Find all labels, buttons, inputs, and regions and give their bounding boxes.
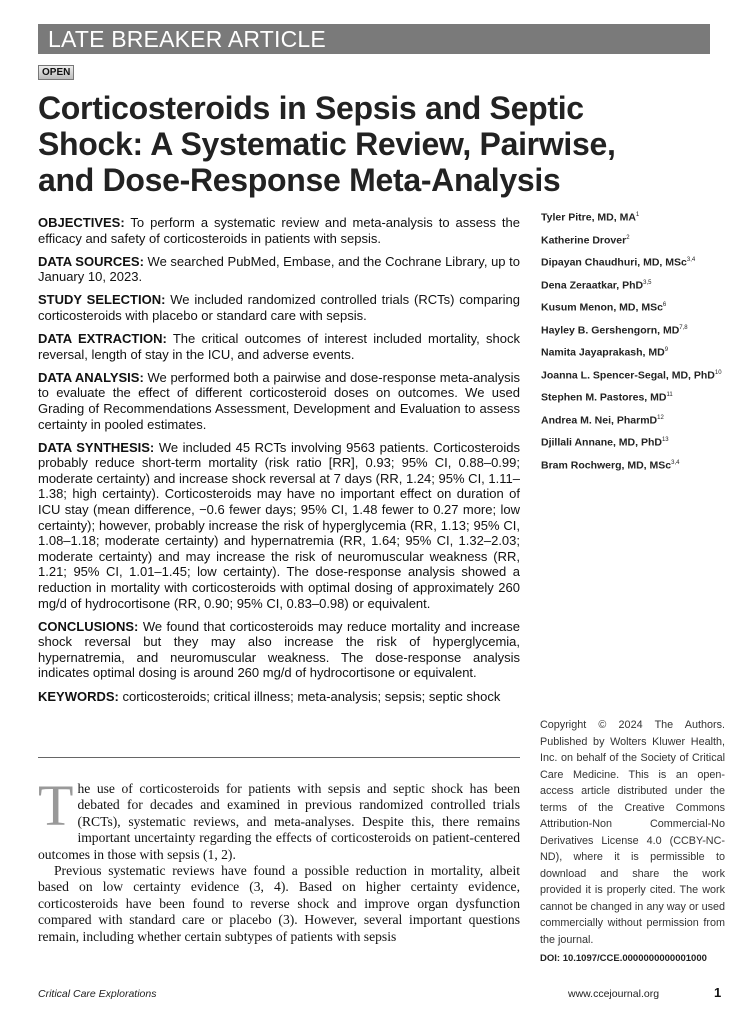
abstract-section-text: We searched PubMed, Embase, and the Cochrane Library, up to January 10, 2023. xyxy=(38,253,520,285)
author-name: Hayley B. Gershengorn, MD xyxy=(541,324,680,336)
author xyxy=(541,208,731,225)
article-title: Corticosteroids in Sepsis and Septic Shock: A Systematic Review, Pairwise, and Dose-Response Meta-Analysis xyxy=(38,90,616,198)
author-name: Namita Jayaprakash, MD xyxy=(541,346,665,359)
author-list xyxy=(541,208,731,478)
author-name: Dena Zeraatkar, PhD xyxy=(541,279,644,291)
divider xyxy=(38,757,520,758)
author-affiliation: 3,5 xyxy=(643,279,652,286)
author-name: Andrea M. Nei, PharmD xyxy=(541,414,658,426)
author-affiliation: 6 xyxy=(662,302,667,308)
abstract-section xyxy=(38,689,520,705)
author-name: Kusum Menon, MD, MSc xyxy=(541,301,663,314)
doi[interactable]: DOI: 10.1097/CCE.0000000000001000 xyxy=(540,953,707,964)
author-affiliation: 12 xyxy=(657,414,664,421)
author xyxy=(541,321,731,338)
abstract-section-text: We found that corticosteroids may reduce mortality and increase shock reversal but they may also increase the risk of hyperglycemia, hypernatremia, and neuromuscular weakness. The dose-response analysis indicates optimal dosing is around 260 mg/d of hydrocortisone or equivalent. xyxy=(38,618,520,681)
author-name: Joanna L. Spencer-Segal, MD, PhD xyxy=(541,369,715,381)
author xyxy=(541,276,731,293)
author xyxy=(541,343,731,360)
author xyxy=(541,411,731,428)
abstract-section-label: DATA SYNTHESIS: xyxy=(38,439,155,455)
author-affiliation: 2 xyxy=(626,234,630,241)
author-affiliation: 13 xyxy=(661,437,669,443)
drop-cap: T xyxy=(38,773,74,838)
abstract-section xyxy=(38,440,520,612)
paragraph-1: he use of corticosteroids for patients with sepsis and septic shock has been debated for decades and examined in previous randomized controlled trials (RCTs), systematic reviews, and meta-analyses. Despite this, there remains important uncertainty regarding the effects of corticosteroids on patient-centered outcomes in those with sepsis (1, 2). xyxy=(38,781,520,862)
author xyxy=(541,388,731,405)
section-banner: LATE BREAKER ARTICLE xyxy=(38,24,710,54)
author-name: Djillali Annane, MD, PhD xyxy=(541,436,662,449)
abstract-section xyxy=(38,619,520,681)
abstract-section-text: corticosteroids; critical illness; meta-analysis; sepsis; septic shock xyxy=(118,688,501,704)
author-name: Stephen M. Pastores, MD xyxy=(541,391,667,404)
abstract-section-label: CONCLUSIONS: xyxy=(38,618,139,634)
author-name: Tyler Pitre, MD, MA xyxy=(541,211,636,224)
author-affiliation: 3,4 xyxy=(671,459,680,466)
author xyxy=(541,366,731,383)
author xyxy=(541,433,731,450)
author xyxy=(541,231,731,248)
author-affiliation: 1 xyxy=(635,212,640,218)
abstract-section-text: We included 45 RCTs involving 9563 patients. Corticosteroids probably reduce short-term mortality (risk ratio [RR], 0.93; 95% CI, 0.88–0.99; moderate certainty) and increase shock reversal at 7 days (RR, 1.24; 95% CI, 1.11–1.38; high certainty). Corticosteroids may have no important effect on duration of ICU stay (mean difference, −0.6 fewer days; 95% CI, 1.48 fewer to 0.27 more; low certainty); however, probably increase the risk of hyperglycemia (RR, 1.13; 95% CI, 1.08–1.18; moderate certainty) and hypernatremia (RR, 1.64; 95% CI, 1.32–2.03; moderate certainty) and may increase the risk of neuromuscular weakness (RR, 1.21; 95% CI, 1.01–1.45; low certainty). The dose-response analysis showed a reduction in mortality with corticosteroids with optimal dosing of approximately 260 mg/d of hydrocortisone (RR, 0.90; 95% CI, 0.83–0.98) or equivalent. xyxy=(38,439,520,611)
author xyxy=(541,298,731,315)
abstract-section xyxy=(38,254,520,285)
open-access-badge: OPEN xyxy=(38,65,74,80)
journal-name: Critical Care Explorations xyxy=(38,988,157,1000)
journal-url[interactable]: www.ccejournal.org xyxy=(568,988,660,1000)
author-name: Dipayan Chaudhuri, MD, MSc xyxy=(541,256,687,269)
abstract-section-label: OBJECTIVES: xyxy=(38,215,125,230)
abstract-section-label: DATA EXTRACTION: xyxy=(38,331,167,347)
author-affiliation: 3,4 xyxy=(686,257,696,263)
abstract-section-label: DATA SOURCES: xyxy=(38,253,144,269)
author xyxy=(541,253,731,270)
author xyxy=(541,456,731,473)
page-number: 1 xyxy=(714,985,722,1000)
abstract-section-label: STUDY SELECTION: xyxy=(38,292,166,308)
author-name: Katherine Drover xyxy=(541,234,627,246)
author-affiliation: 10 xyxy=(714,369,722,376)
abstract-section-text: The critical outcomes of interest included mortality, shock reversal, length of stay in the ICU, and adverse events. xyxy=(38,331,520,362)
abstract-section xyxy=(38,331,520,362)
abstract-section-text: We performed both a pairwise and dose-response meta-analysis to evaluate the effect of different corticosteroid doses on outcomes. We used Grading of Recommendations Assessment, Development and Evaluation to assess certainty in pooled estimates. xyxy=(38,369,520,432)
abstract xyxy=(38,215,520,712)
body-text xyxy=(38,773,520,945)
abstract-section-text: We included randomized controlled trials (RCTs) comparing corticosteroids with placebo or standard care with sepsis. xyxy=(38,292,520,323)
abstract-section-label: KEYWORDS: xyxy=(38,688,119,704)
abstract-section xyxy=(38,292,520,323)
abstract-section-text: To perform a systematic review and meta-analysis to assess the efficacy and safety of corticosteroids in patients with sepsis. xyxy=(38,215,520,246)
abstract-section xyxy=(38,215,520,246)
author-affiliation: 9 xyxy=(664,347,669,353)
author-name: Bram Rochwerg, MD, MSc xyxy=(541,459,672,471)
paragraph-2: Previous systematic reviews have found a possible reduction in mortality, albeit based on low certainty evidence (3, 4). Based on higher certainty evidence, corticosteroids have been found to reverse shock and improve organ dysfunction compared with standard care or placebo (3). However, several important questions remain, including whether certain subtypes of patients with sepsis xyxy=(38,863,520,944)
author-affiliation: 11 xyxy=(666,392,673,398)
author-affiliation: 7,8 xyxy=(679,324,688,331)
copyright-notice: Copyright © 2024 The Authors. Published by Wolters Kluwer Health, Inc. on behalf of the Society of Critical Care Medicine. This is an open-access article distributed under the terms of the Creative Commons Attribution-Non Commercial-No Derivatives License 4.0 (CCBY-NC-ND), where it is permissible to download and share the work provided it is properly cited. The work cannot be changed in any way or used commercially without permission from the journal. xyxy=(540,719,725,946)
abstract-section-label: DATA ANALYSIS: xyxy=(38,369,144,385)
abstract-section xyxy=(38,370,520,432)
